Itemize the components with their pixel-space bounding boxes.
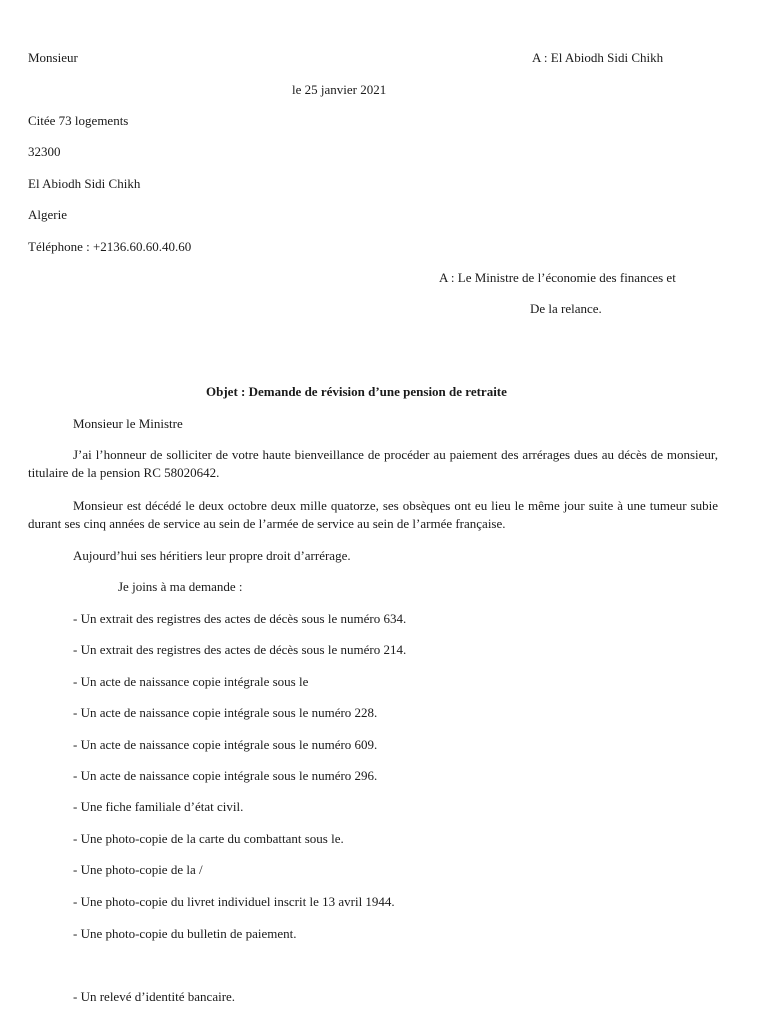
attachment-item: - Un acte de naissance copie intégrale sous le numéro 228. [73, 705, 378, 720]
attachment-item: - Un extrait des registres des actes de décès sous le numéro 214. [73, 642, 407, 657]
attachment-item: - Une photo-copie de la carte du combattant sous le. [73, 831, 344, 846]
sender-country: Algerie [28, 207, 67, 222]
sender-salutation: Monsieur [28, 50, 78, 65]
letter-greeting: Monsieur le Ministre [73, 416, 183, 431]
body-paragraph-3: Aujourd’hui ses héritiers leur propre droit d’arrérage. [73, 548, 351, 563]
recipient-minister-line2: De la relance. [530, 301, 602, 316]
attachment-item: - Un extrait des registres des actes de décès sous le numéro 634. [73, 611, 407, 626]
attachment-item: - Une fiche familiale d’état civil. [73, 799, 244, 814]
attachment-item: - Un acte de naissance copie intégrale sous le numéro 296. [73, 768, 378, 783]
sender-phone: Téléphone : +2136.60.60.40.60 [28, 239, 192, 254]
letter-date: le 25 janvier 2021 [292, 82, 387, 97]
letter-subject: Objet : Demande de révision d’une pension de retraite [206, 384, 507, 399]
sender-address-line: Citée 73 logements [28, 113, 129, 128]
attachment-item: - Une photo-copie du livret individuel inscrit le 13 avril 1944. [73, 894, 395, 909]
attachment-item: - Un acte de naissance copie intégrale sous le numéro 609. [73, 737, 378, 752]
attachment-item: - Une photo-copie de la / [73, 862, 203, 877]
attachment-item: - Un acte de naissance copie intégrale sous le [73, 674, 309, 689]
attachment-item: - Une photo-copie du bulletin de paiement. [73, 926, 297, 941]
sender-postal-code: 32300 [28, 144, 61, 159]
body-paragraph-1: J’ai l’honneur de solliciter de votre haute bienveillance de procéder au paiement des arrérages dues au décès de monsieur, titulaire de la pension RC 58020642. [28, 447, 718, 480]
body-paragraph-2: Monsieur est décédé le deux octobre deux mille quatorze, ses obsèques ont eu lieu le même jour suite à une tumeur subie durant ses cinq années de service au sein de l’armée de service au sein de l’armée française. [28, 498, 718, 531]
recipient-city: A : El Abiodh Sidi Chikh [532, 50, 664, 65]
sender-city: El Abiodh Sidi Chikh [28, 176, 141, 191]
attachment-item: - Un relevé d’identité bancaire. [73, 989, 236, 1004]
recipient-minister-line1: A : Le Ministre de l’économie des finances et [439, 270, 676, 285]
attachments-intro: Je joins à ma demande : [118, 579, 243, 594]
